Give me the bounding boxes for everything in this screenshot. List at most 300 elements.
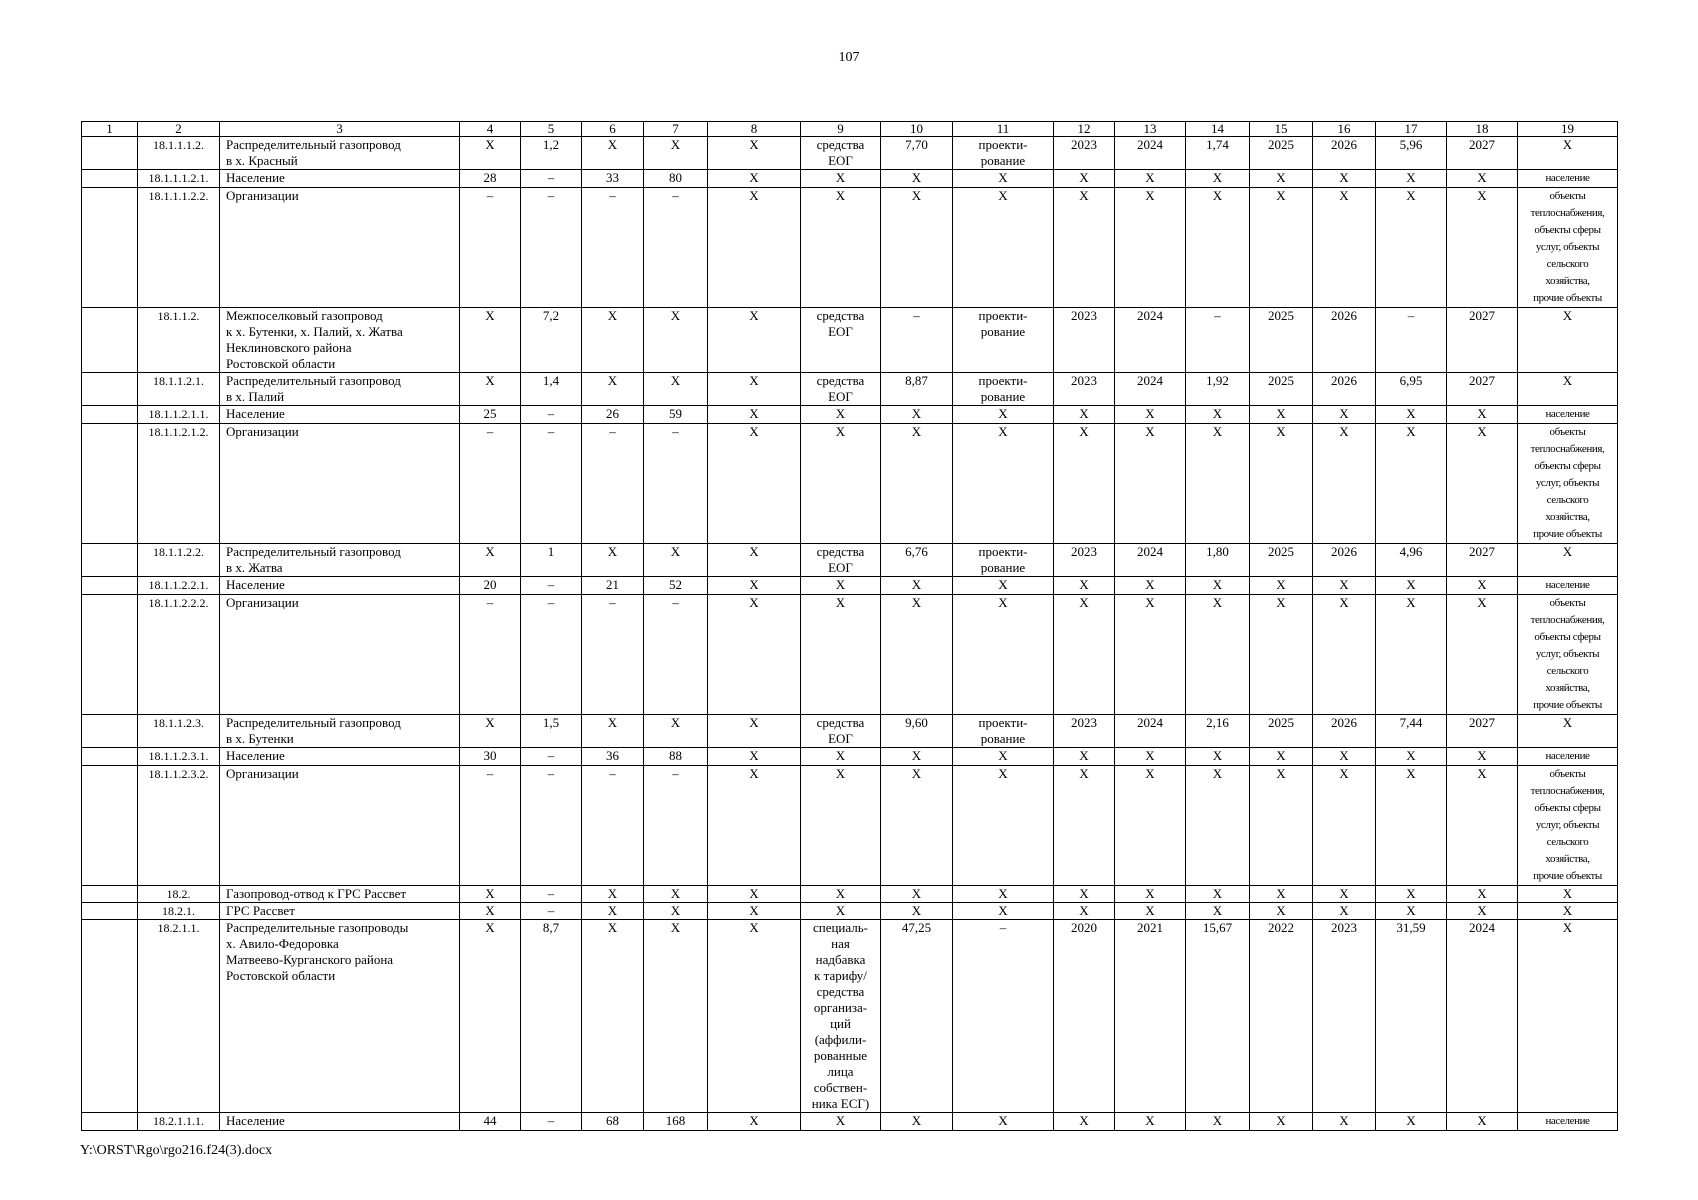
cell-col-10: X xyxy=(881,766,953,886)
cell-consumer-type: X xyxy=(1518,137,1618,170)
cell-col-12: X xyxy=(1054,748,1115,766)
cell-col-12: X xyxy=(1054,903,1115,920)
cell-col-4: 25 xyxy=(460,406,521,424)
cell-funding-source: X xyxy=(801,748,881,766)
cell-col-15: 2025 xyxy=(1250,544,1313,577)
cell-consumer-type: население xyxy=(1518,170,1618,188)
cell-col-8: X xyxy=(708,1113,801,1131)
cell-col-13: 2024 xyxy=(1115,308,1186,373)
cell-item-name: Население xyxy=(220,170,460,188)
cell-col-15: 2025 xyxy=(1250,137,1313,170)
cell-item-name: Организации xyxy=(220,424,460,544)
cell-stage: X xyxy=(953,1113,1054,1131)
cell-col-12: X xyxy=(1054,406,1115,424)
cell-col-15: X xyxy=(1250,766,1313,886)
cell-funding-source: X xyxy=(801,406,881,424)
cell-merged-cell xyxy=(82,406,138,424)
cell-col-10: 6,76 xyxy=(881,544,953,577)
cell-col-10: 9,60 xyxy=(881,715,953,748)
cell-stage: X xyxy=(953,748,1054,766)
cell-item-number: 18.1.1.2.3.1. xyxy=(138,748,220,766)
cell-col-15: X xyxy=(1250,748,1313,766)
table-row xyxy=(82,137,1618,170)
cell-col-18: 2027 xyxy=(1447,137,1518,170)
cell-funding-source: X xyxy=(801,1113,881,1131)
cell-col-18: 2027 xyxy=(1447,308,1518,373)
cell-item-number: 18.1.1.2.2.2. xyxy=(138,595,220,715)
cell-funding-source: средства ЕОГ xyxy=(801,137,881,170)
cell-col-6: X xyxy=(582,544,644,577)
cell-item-name: Распределительный газопровод в х. Красный xyxy=(220,137,460,170)
cell-col-14: X xyxy=(1186,886,1250,903)
cell-merged-cell xyxy=(82,577,138,595)
cell-col-13: X xyxy=(1115,766,1186,886)
cell-col-12: X xyxy=(1054,577,1115,595)
cell-item-name: Население xyxy=(220,748,460,766)
cell-col-7: X xyxy=(644,886,708,903)
cell-col-16: X xyxy=(1313,170,1376,188)
cell-stage: X xyxy=(953,406,1054,424)
cell-col-5: 8,7 xyxy=(521,920,582,1113)
cell-col-8: X xyxy=(708,137,801,170)
cell-col-15: 2022 xyxy=(1250,920,1313,1113)
cell-funding-source: средства ЕОГ xyxy=(801,373,881,406)
cell-col-17: 7,44 xyxy=(1376,715,1447,748)
cell-col-12: X xyxy=(1054,766,1115,886)
cell-col-17: 5,96 xyxy=(1376,137,1447,170)
cell-funding-source: X xyxy=(801,903,881,920)
cell-col-17: 31,59 xyxy=(1376,920,1447,1113)
cell-item-name: Распределительный газопровод в х. Бутенки xyxy=(220,715,460,748)
cell-consumer-type: X xyxy=(1518,544,1618,577)
cell-col-16: X xyxy=(1313,903,1376,920)
cell-merged-cell xyxy=(82,424,138,544)
cell-col-5: 1,4 xyxy=(521,373,582,406)
cell-col-18: X xyxy=(1447,406,1518,424)
cell-col-16: X xyxy=(1313,577,1376,595)
cell-stage: проекти- рование xyxy=(953,308,1054,373)
cell-col-13: 2024 xyxy=(1115,137,1186,170)
cell-col-7: X xyxy=(644,373,708,406)
cell-col-13: X xyxy=(1115,577,1186,595)
column-header: 11 xyxy=(953,122,1054,137)
cell-col-4: 44 xyxy=(460,1113,521,1131)
cell-col-12: 2020 xyxy=(1054,920,1115,1113)
cell-col-4: X xyxy=(460,544,521,577)
cell-col-10: X xyxy=(881,577,953,595)
cell-col-18: 2027 xyxy=(1447,544,1518,577)
cell-col-16: 2023 xyxy=(1313,920,1376,1113)
cell-col-4: X xyxy=(460,715,521,748)
cell-col-8: X xyxy=(708,903,801,920)
cell-funding-source: средства ЕОГ xyxy=(801,715,881,748)
cell-col-15: X xyxy=(1250,886,1313,903)
page-number: 107 xyxy=(838,50,860,65)
cell-item-name: Население xyxy=(220,1113,460,1131)
cell-consumer-type: X xyxy=(1518,715,1618,748)
cell-col-17: X xyxy=(1376,577,1447,595)
column-header: 2 xyxy=(138,122,220,137)
cell-col-4: 20 xyxy=(460,577,521,595)
cell-col-13: 2024 xyxy=(1115,373,1186,406)
cell-funding-source: X xyxy=(801,424,881,544)
cell-item-number: 18.1.1.2.3. xyxy=(138,715,220,748)
column-header: 8 xyxy=(708,122,801,137)
cell-col-17: X xyxy=(1376,424,1447,544)
cell-col-14: X xyxy=(1186,595,1250,715)
cell-col-6: X xyxy=(582,886,644,903)
cell-consumer-type: X xyxy=(1518,373,1618,406)
cell-col-7: – xyxy=(644,595,708,715)
cell-col-17: X xyxy=(1376,406,1447,424)
cell-col-16: 2026 xyxy=(1313,715,1376,748)
cell-col-4: 30 xyxy=(460,748,521,766)
cell-funding-source: специаль- ная надбавка к тарифу/ средства организа- ций (аффили- рованные лица собствен- ника ЕСГ) xyxy=(801,920,881,1113)
cell-col-5: – xyxy=(521,886,582,903)
cell-col-10: 8,87 xyxy=(881,373,953,406)
cell-item-name: Население xyxy=(220,577,460,595)
cell-merged-cell xyxy=(82,188,138,308)
cell-col-15: X xyxy=(1250,577,1313,595)
cell-item-number: 18.1.1.1.2. xyxy=(138,137,220,170)
cell-merged-cell xyxy=(82,715,138,748)
cell-item-number: 18.2.1. xyxy=(138,903,220,920)
cell-col-14: X xyxy=(1186,903,1250,920)
cell-col-18: X xyxy=(1447,577,1518,595)
cell-col-6: 33 xyxy=(582,170,644,188)
cell-col-5: – xyxy=(521,903,582,920)
cell-col-18: 2027 xyxy=(1447,373,1518,406)
cell-col-13: 2021 xyxy=(1115,920,1186,1113)
cell-item-number: 18.1.1.1.2.1. xyxy=(138,170,220,188)
cell-col-16: 2026 xyxy=(1313,308,1376,373)
cell-col-14: X xyxy=(1186,766,1250,886)
cell-item-number: 18.2. xyxy=(138,886,220,903)
cell-col-18: X xyxy=(1447,886,1518,903)
cell-col-8: X xyxy=(708,544,801,577)
cell-col-7: 80 xyxy=(644,170,708,188)
cell-col-10: X xyxy=(881,1113,953,1131)
table-row xyxy=(82,424,1618,544)
cell-col-10: X xyxy=(881,406,953,424)
cell-col-12: X xyxy=(1054,1113,1115,1131)
cell-stage: X xyxy=(953,903,1054,920)
cell-col-10: X xyxy=(881,886,953,903)
column-header: 4 xyxy=(460,122,521,137)
cell-col-7: 59 xyxy=(644,406,708,424)
cell-funding-source: X xyxy=(801,766,881,886)
cell-col-17: – xyxy=(1376,308,1447,373)
cell-col-7: 52 xyxy=(644,577,708,595)
cell-col-4: – xyxy=(460,595,521,715)
cell-merged-cell xyxy=(82,308,138,373)
cell-col-12: X xyxy=(1054,424,1115,544)
cell-item-name: Организации xyxy=(220,595,460,715)
cell-col-4: X xyxy=(460,137,521,170)
cell-col-16: X xyxy=(1313,188,1376,308)
cell-col-7: – xyxy=(644,424,708,544)
cell-item-name: Распределительный газопровод в х. Палий xyxy=(220,373,460,406)
cell-col-8: X xyxy=(708,595,801,715)
cell-stage: проекти- рование xyxy=(953,544,1054,577)
cell-col-8: X xyxy=(708,188,801,308)
cell-col-17: 4,96 xyxy=(1376,544,1447,577)
cell-col-4: – xyxy=(460,424,521,544)
cell-col-15: X xyxy=(1250,903,1313,920)
cell-col-16: 2026 xyxy=(1313,373,1376,406)
cell-col-6: X xyxy=(582,308,644,373)
cell-col-12: 2023 xyxy=(1054,715,1115,748)
cell-col-5: – xyxy=(521,748,582,766)
cell-col-4: X xyxy=(460,886,521,903)
column-header: 10 xyxy=(881,122,953,137)
cell-funding-source: средства ЕОГ xyxy=(801,544,881,577)
cell-col-10: X xyxy=(881,170,953,188)
cell-col-15: 2025 xyxy=(1250,715,1313,748)
cell-consumer-type: объекты теплоснабжения, объекты сферы услуг, объекты сельского хозяйства, прочие объекты xyxy=(1518,424,1618,544)
cell-col-10: 47,25 xyxy=(881,920,953,1113)
cell-col-14: 1,74 xyxy=(1186,137,1250,170)
cell-col-8: X xyxy=(708,424,801,544)
cell-item-number: 18.1.1.2.1.1. xyxy=(138,406,220,424)
cell-merged-cell xyxy=(82,766,138,886)
cell-col-15: X xyxy=(1250,170,1313,188)
cell-col-13: X xyxy=(1115,170,1186,188)
cell-funding-source: X xyxy=(801,577,881,595)
cell-col-7: 168 xyxy=(644,1113,708,1131)
cell-col-10: X xyxy=(881,595,953,715)
cell-funding-source: X xyxy=(801,886,881,903)
cell-col-13: X xyxy=(1115,188,1186,308)
column-header: 13 xyxy=(1115,122,1186,137)
cell-item-name: ГРС Рассвет xyxy=(220,903,460,920)
data-table xyxy=(81,121,1618,1131)
cell-col-16: X xyxy=(1313,1113,1376,1131)
cell-col-8: X xyxy=(708,748,801,766)
cell-stage: X xyxy=(953,886,1054,903)
cell-col-4: 28 xyxy=(460,170,521,188)
cell-col-12: 2023 xyxy=(1054,544,1115,577)
cell-col-12: X xyxy=(1054,886,1115,903)
cell-consumer-type: X xyxy=(1518,920,1618,1113)
cell-merged-cell xyxy=(82,748,138,766)
cell-col-8: X xyxy=(708,308,801,373)
table-row xyxy=(82,748,1618,766)
cell-col-14: X xyxy=(1186,1113,1250,1131)
cell-col-6: X xyxy=(582,920,644,1113)
cell-col-13: X xyxy=(1115,595,1186,715)
cell-consumer-type: население xyxy=(1518,748,1618,766)
cell-col-15: X xyxy=(1250,406,1313,424)
cell-col-15: X xyxy=(1250,188,1313,308)
cell-col-5: – xyxy=(521,766,582,886)
cell-item-name: Организации xyxy=(220,188,460,308)
column-header: 14 xyxy=(1186,122,1250,137)
cell-item-number: 18.1.1.2.2. xyxy=(138,544,220,577)
cell-col-18: X xyxy=(1447,903,1518,920)
cell-stage: проекти- рование xyxy=(953,137,1054,170)
cell-col-16: X xyxy=(1313,886,1376,903)
cell-col-5: 7,2 xyxy=(521,308,582,373)
cell-col-13: X xyxy=(1115,1113,1186,1131)
cell-consumer-type: объекты теплоснабжения, объекты сферы услуг, объекты сельского хозяйства, прочие объекты xyxy=(1518,188,1618,308)
cell-col-16: X xyxy=(1313,406,1376,424)
cell-col-15: 2025 xyxy=(1250,308,1313,373)
cell-item-name: Население xyxy=(220,406,460,424)
cell-col-10: X xyxy=(881,903,953,920)
table-row xyxy=(82,903,1618,920)
cell-col-10: X xyxy=(881,424,953,544)
cell-col-7: X xyxy=(644,308,708,373)
column-header: 9 xyxy=(801,122,881,137)
cell-col-5: – xyxy=(521,406,582,424)
cell-col-14: – xyxy=(1186,308,1250,373)
cell-col-8: X xyxy=(708,886,801,903)
cell-col-13: 2024 xyxy=(1115,715,1186,748)
cell-col-12: X xyxy=(1054,188,1115,308)
cell-col-10: – xyxy=(881,308,953,373)
table-row xyxy=(82,715,1618,748)
table-row xyxy=(82,188,1618,308)
cell-merged-cell xyxy=(82,373,138,406)
cell-col-14: X xyxy=(1186,424,1250,544)
table-row xyxy=(82,920,1618,1113)
cell-col-7: X xyxy=(644,544,708,577)
cell-stage: X xyxy=(953,766,1054,886)
cell-col-15: X xyxy=(1250,424,1313,544)
table-body xyxy=(82,137,1618,1131)
cell-col-4: X xyxy=(460,373,521,406)
cell-item-name: Распределительные газопроводы х. Авило-Федоровка Матвеево-Курганского района Ростовской области xyxy=(220,920,460,1113)
cell-col-6: X xyxy=(582,715,644,748)
cell-col-5: – xyxy=(521,424,582,544)
footer-file-path: Y:\ORST\Rgo\rgo216.f24(3).docx xyxy=(80,1143,273,1158)
cell-funding-source: средства ЕОГ xyxy=(801,308,881,373)
cell-merged-cell xyxy=(82,920,138,1113)
cell-stage: X xyxy=(953,595,1054,715)
cell-col-13: X xyxy=(1115,748,1186,766)
cell-item-number: 18.2.1.1. xyxy=(138,920,220,1113)
cell-col-5: – xyxy=(521,577,582,595)
cell-col-6: X xyxy=(582,137,644,170)
cell-col-8: X xyxy=(708,715,801,748)
cell-consumer-type: объекты теплоснабжения, объекты сферы услуг, объекты сельского хозяйства, прочие объекты xyxy=(1518,766,1618,886)
cell-col-15: X xyxy=(1250,1113,1313,1131)
cell-col-17: X xyxy=(1376,595,1447,715)
cell-col-16: 2026 xyxy=(1313,137,1376,170)
table-row xyxy=(82,766,1618,886)
cell-col-18: X xyxy=(1447,170,1518,188)
cell-col-16: X xyxy=(1313,424,1376,544)
cell-col-13: 2024 xyxy=(1115,544,1186,577)
cell-col-8: X xyxy=(708,766,801,886)
cell-col-16: X xyxy=(1313,595,1376,715)
cell-col-13: X xyxy=(1115,903,1186,920)
cell-consumer-type: население xyxy=(1518,1113,1618,1131)
cell-col-17: X xyxy=(1376,188,1447,308)
cell-col-6: – xyxy=(582,595,644,715)
cell-col-16: 2026 xyxy=(1313,544,1376,577)
column-header: 1 xyxy=(82,122,138,137)
table-row xyxy=(82,577,1618,595)
column-header: 15 xyxy=(1250,122,1313,137)
cell-item-number: 18.1.1.2.1. xyxy=(138,373,220,406)
cell-item-number: 18.1.1.2.3.2. xyxy=(138,766,220,886)
table-row xyxy=(82,886,1618,903)
cell-col-16: X xyxy=(1313,766,1376,886)
cell-col-4: – xyxy=(460,766,521,886)
cell-col-7: X xyxy=(644,920,708,1113)
cell-merged-cell xyxy=(82,544,138,577)
cell-col-14: X xyxy=(1186,170,1250,188)
cell-item-name: Межпоселковый газопровод к х. Бутенки, х. Палий, х. Жатва Неклиновского района Ростовской области xyxy=(220,308,460,373)
cell-col-8: X xyxy=(708,406,801,424)
column-header: 7 xyxy=(644,122,708,137)
column-header: 12 xyxy=(1054,122,1115,137)
table-header-row xyxy=(82,122,1618,137)
column-header: 19 xyxy=(1518,122,1618,137)
table-row xyxy=(82,544,1618,577)
cell-item-number: 18.1.1.1.2.2. xyxy=(138,188,220,308)
cell-col-18: X xyxy=(1447,424,1518,544)
cell-item-number: 18.2.1.1.1. xyxy=(138,1113,220,1131)
cell-funding-source: X xyxy=(801,170,881,188)
cell-col-12: X xyxy=(1054,170,1115,188)
cell-col-17: X xyxy=(1376,1113,1447,1131)
cell-col-6: X xyxy=(582,373,644,406)
cell-consumer-type: X xyxy=(1518,886,1618,903)
cell-consumer-type: X xyxy=(1518,308,1618,373)
cell-col-7: X xyxy=(644,715,708,748)
cell-funding-source: X xyxy=(801,595,881,715)
cell-col-18: 2027 xyxy=(1447,715,1518,748)
cell-col-5: – xyxy=(521,170,582,188)
cell-col-12: X xyxy=(1054,595,1115,715)
cell-col-18: X xyxy=(1447,748,1518,766)
table-row xyxy=(82,1113,1618,1131)
cell-merged-cell xyxy=(82,1113,138,1131)
cell-col-17: X xyxy=(1376,903,1447,920)
column-header: 3 xyxy=(220,122,460,137)
cell-consumer-type: население xyxy=(1518,577,1618,595)
cell-item-name: Газопровод-отвод к ГРС Рассвет xyxy=(220,886,460,903)
cell-col-14: 2,16 xyxy=(1186,715,1250,748)
cell-stage: X xyxy=(953,424,1054,544)
cell-col-4: X xyxy=(460,920,521,1113)
cell-col-6: 36 xyxy=(582,748,644,766)
cell-col-18: 2024 xyxy=(1447,920,1518,1113)
column-header: 17 xyxy=(1376,122,1447,137)
table-row xyxy=(82,406,1618,424)
cell-col-7: X xyxy=(644,903,708,920)
table-row xyxy=(82,373,1618,406)
cell-col-18: X xyxy=(1447,188,1518,308)
cell-stage: X xyxy=(953,577,1054,595)
cell-col-14: X xyxy=(1186,748,1250,766)
cell-col-13: X xyxy=(1115,406,1186,424)
cell-col-14: 1,80 xyxy=(1186,544,1250,577)
cell-item-number: 18.1.1.2.1.2. xyxy=(138,424,220,544)
cell-col-12: 2023 xyxy=(1054,308,1115,373)
cell-col-14: 1,92 xyxy=(1186,373,1250,406)
cell-col-5: – xyxy=(521,188,582,308)
table-row xyxy=(82,595,1618,715)
cell-col-14: X xyxy=(1186,188,1250,308)
cell-col-7: 88 xyxy=(644,748,708,766)
cell-col-13: X xyxy=(1115,424,1186,544)
cell-consumer-type: объекты теплоснабжения, объекты сферы услуг, объекты сельского хозяйства, прочие объекты xyxy=(1518,595,1618,715)
cell-col-18: X xyxy=(1447,766,1518,886)
